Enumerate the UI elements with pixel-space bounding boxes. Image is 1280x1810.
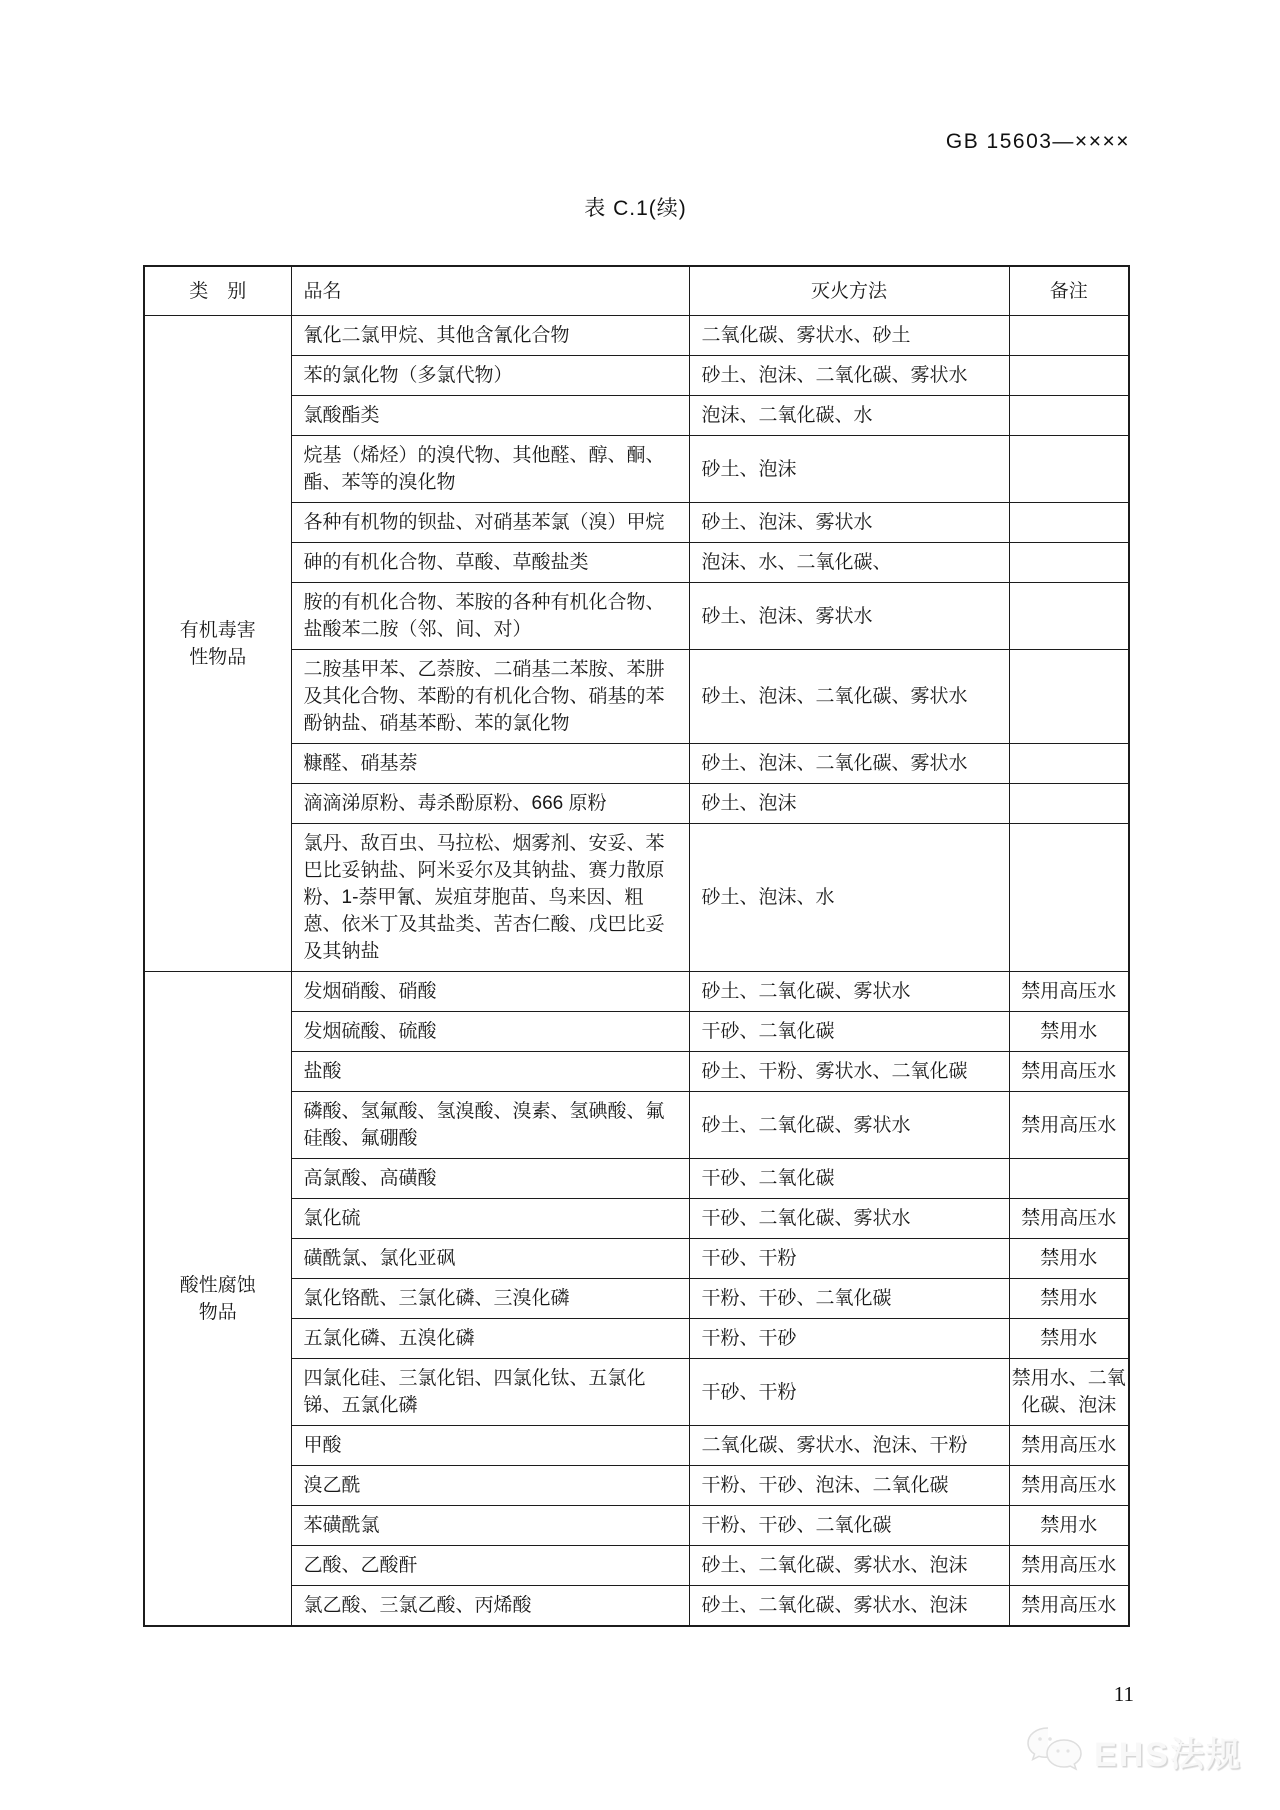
method-cell: 干砂、干粉 (689, 1359, 1009, 1426)
table-row (144, 1239, 1129, 1279)
header-method: 灭火方法 (689, 266, 1009, 316)
watermark-text: EHS法规 (1094, 1736, 1242, 1774)
method-cell: 干粉、干砂、泡沫、二氧化碳 (689, 1466, 1009, 1506)
note-cell (1009, 1159, 1129, 1199)
product-name-cell: 砷的有机化合物、草酸、草酸盐类 (291, 543, 689, 583)
note-cell: 禁用高压水 (1009, 1426, 1129, 1466)
product-name-cell: 盐酸 (291, 1052, 689, 1092)
method-cell: 砂土、泡沫、二氧化碳、雾状水 (689, 356, 1009, 396)
note-cell (1009, 316, 1129, 356)
standard-code: GB 15603—×××× (945, 130, 1130, 153)
method-cell: 干粉、干砂、二氧化碳 (689, 1506, 1009, 1546)
product-name-cell: 滴滴涕原粉、毒杀酚原粉、666 原粉 (291, 784, 689, 824)
method-cell: 砂土、泡沫、二氧化碳、雾状水 (689, 650, 1009, 744)
note-cell: 禁用高压水 (1009, 1199, 1129, 1239)
note-cell: 禁用高压水 (1009, 1092, 1129, 1159)
wechat-logo-icon (1024, 1724, 1086, 1779)
extinguishing-methods-table (143, 265, 1130, 1627)
note-cell (1009, 543, 1129, 583)
table-row (144, 1546, 1129, 1586)
product-name-cell: 氯丹、敌百虫、马拉松、烟雾剂、安妥、苯巴比妥钠盐、阿米妥尔及其钠盐、赛力散原粉、1-萘甲氰、炭疽芽胞苗、鸟来因、粗蒽、依米丁及其盐类、苦杏仁酸、戊巴比妥及其钠盐 (291, 824, 689, 972)
table-row (144, 824, 1129, 972)
product-name-cell: 发烟硫酸、硫酸 (291, 1012, 689, 1052)
method-cell: 砂土、泡沫、二氧化碳、雾状水 (689, 744, 1009, 784)
table-row (144, 1359, 1129, 1426)
table-row (144, 1012, 1129, 1052)
product-name-cell: 胺的有机化合物、苯胺的各种有机化合物、盐酸苯二胺（邻、间、对） (291, 583, 689, 650)
note-cell: 禁用水 (1009, 1506, 1129, 1546)
note-cell (1009, 824, 1129, 972)
watermark (1024, 1724, 1242, 1779)
method-cell: 砂土、二氧化碳、雾状水、泡沫 (689, 1546, 1009, 1586)
product-name-cell: 氯化铬酰、三氯化磷、三溴化磷 (291, 1279, 689, 1319)
table-row (144, 436, 1129, 503)
product-name-cell: 氰化二氯甲烷、其他含氰化合物 (291, 316, 689, 356)
note-cell: 禁用水 (1009, 1319, 1129, 1359)
note-cell: 禁用高压水 (1009, 1052, 1129, 1092)
table-row (144, 1586, 1129, 1627)
method-cell: 砂土、泡沫、水 (689, 824, 1009, 972)
note-cell: 禁用水、二氧化碳、泡沫 (1009, 1359, 1129, 1426)
method-cell: 二氧化碳、雾状水、泡沫、干粉 (689, 1426, 1009, 1466)
product-name-cell: 烷基（烯烃）的溴代物、其他醛、醇、酮、酯、苯等的溴化物 (291, 436, 689, 503)
note-cell: 禁用水 (1009, 1279, 1129, 1319)
method-cell: 砂土、泡沫 (689, 436, 1009, 503)
note-cell (1009, 436, 1129, 503)
method-cell: 砂土、泡沫、雾状水 (689, 503, 1009, 543)
method-cell: 砂土、二氧化碳、雾状水、泡沫 (689, 1586, 1009, 1627)
product-name-cell: 氯酸酯类 (291, 396, 689, 436)
table-row (144, 1466, 1129, 1506)
product-name-cell: 苯磺酰氯 (291, 1506, 689, 1546)
table-row (144, 1092, 1129, 1159)
note-cell (1009, 503, 1129, 543)
product-name-cell: 磺酰氯、氯化亚砜 (291, 1239, 689, 1279)
table-row (144, 1506, 1129, 1546)
method-cell: 泡沫、二氧化碳、水 (689, 396, 1009, 436)
product-name-cell: 甲酸 (291, 1426, 689, 1466)
product-name-cell: 糠醛、硝基萘 (291, 744, 689, 784)
table-row (144, 1159, 1129, 1199)
table-row (144, 316, 1129, 356)
product-name-cell: 氯化硫 (291, 1199, 689, 1239)
method-cell: 砂土、泡沫、雾状水 (689, 583, 1009, 650)
product-name-cell: 溴乙酰 (291, 1466, 689, 1506)
table-title: 表 C.1(续) (584, 197, 687, 220)
table-row (144, 543, 1129, 583)
note-cell (1009, 744, 1129, 784)
table-row (144, 1319, 1129, 1359)
note-cell (1009, 396, 1129, 436)
note-cell (1009, 583, 1129, 650)
table-row (144, 784, 1129, 824)
product-name-cell: 高氯酸、高磺酸 (291, 1159, 689, 1199)
header-product-name: 品名 (291, 266, 689, 316)
note-cell: 禁用水 (1009, 1012, 1129, 1052)
method-cell: 砂土、泡沫 (689, 784, 1009, 824)
product-name-cell: 五氯化磷、五溴化磷 (291, 1319, 689, 1359)
note-cell: 禁用高压水 (1009, 1586, 1129, 1627)
note-cell: 禁用高压水 (1009, 1546, 1129, 1586)
product-name-cell: 二胺基甲苯、乙萘胺、二硝基二苯胺、苯肼及其化合物、苯酚的有机化合物、硝基的苯酚钠盐、硝基苯酚、苯的氯化物 (291, 650, 689, 744)
table-row (144, 356, 1129, 396)
note-cell (1009, 356, 1129, 396)
note-cell: 禁用高压水 (1009, 1466, 1129, 1506)
product-name-cell: 四氯化硅、三氯化铝、四氯化钛、五氯化锑、五氯化磷 (291, 1359, 689, 1426)
product-name-cell: 各种有机物的钡盐、对硝基苯氯（溴）甲烷 (291, 503, 689, 543)
table-row (144, 972, 1129, 1012)
table-row (144, 1426, 1129, 1466)
header-category: 类 别 (144, 266, 291, 316)
method-cell: 干砂、二氧化碳 (689, 1012, 1009, 1052)
method-cell: 干砂、干粉 (689, 1239, 1009, 1279)
table-row (144, 583, 1129, 650)
table-row (144, 1199, 1129, 1239)
product-name-cell: 苯的氯化物（多氯代物） (291, 356, 689, 396)
note-cell (1009, 784, 1129, 824)
table-row (144, 650, 1129, 744)
table-row (144, 1279, 1129, 1319)
method-cell: 干粉、干砂 (689, 1319, 1009, 1359)
product-name-cell: 氯乙酸、三氯乙酸、丙烯酸 (291, 1586, 689, 1627)
method-cell: 砂土、二氧化碳、雾状水 (689, 1092, 1009, 1159)
table-row (144, 1052, 1129, 1092)
note-cell: 禁用水 (1009, 1239, 1129, 1279)
method-cell: 泡沫、水、二氧化碳、 (689, 543, 1009, 583)
method-cell: 干砂、二氧化碳 (689, 1159, 1009, 1199)
table-header-row (144, 266, 1129, 316)
product-name-cell: 乙酸、乙酸酐 (291, 1546, 689, 1586)
page-number: 11 (1113, 1682, 1134, 1706)
method-cell: 砂土、二氧化碳、雾状水 (689, 972, 1009, 1012)
header-note: 备注 (1009, 266, 1129, 316)
method-cell: 干粉、干砂、二氧化碳 (689, 1279, 1009, 1319)
method-cell: 砂土、干粉、雾状水、二氧化碳 (689, 1052, 1009, 1092)
method-cell: 二氧化碳、雾状水、砂土 (689, 316, 1009, 356)
category-cell-organic-toxic: 有机毒害性物品 (144, 316, 291, 972)
table-row (144, 503, 1129, 543)
table-row (144, 396, 1129, 436)
product-name-cell: 发烟硝酸、硝酸 (291, 972, 689, 1012)
table-row (144, 744, 1129, 784)
note-cell: 禁用高压水 (1009, 972, 1129, 1012)
category-cell-acid-corrosive: 酸性腐蚀物品 (144, 972, 291, 1627)
product-name-cell: 磷酸、氢氟酸、氢溴酸、溴素、氢碘酸、氟硅酸、氟硼酸 (291, 1092, 689, 1159)
note-cell (1009, 650, 1129, 744)
method-cell: 干砂、二氧化碳、雾状水 (689, 1199, 1009, 1239)
